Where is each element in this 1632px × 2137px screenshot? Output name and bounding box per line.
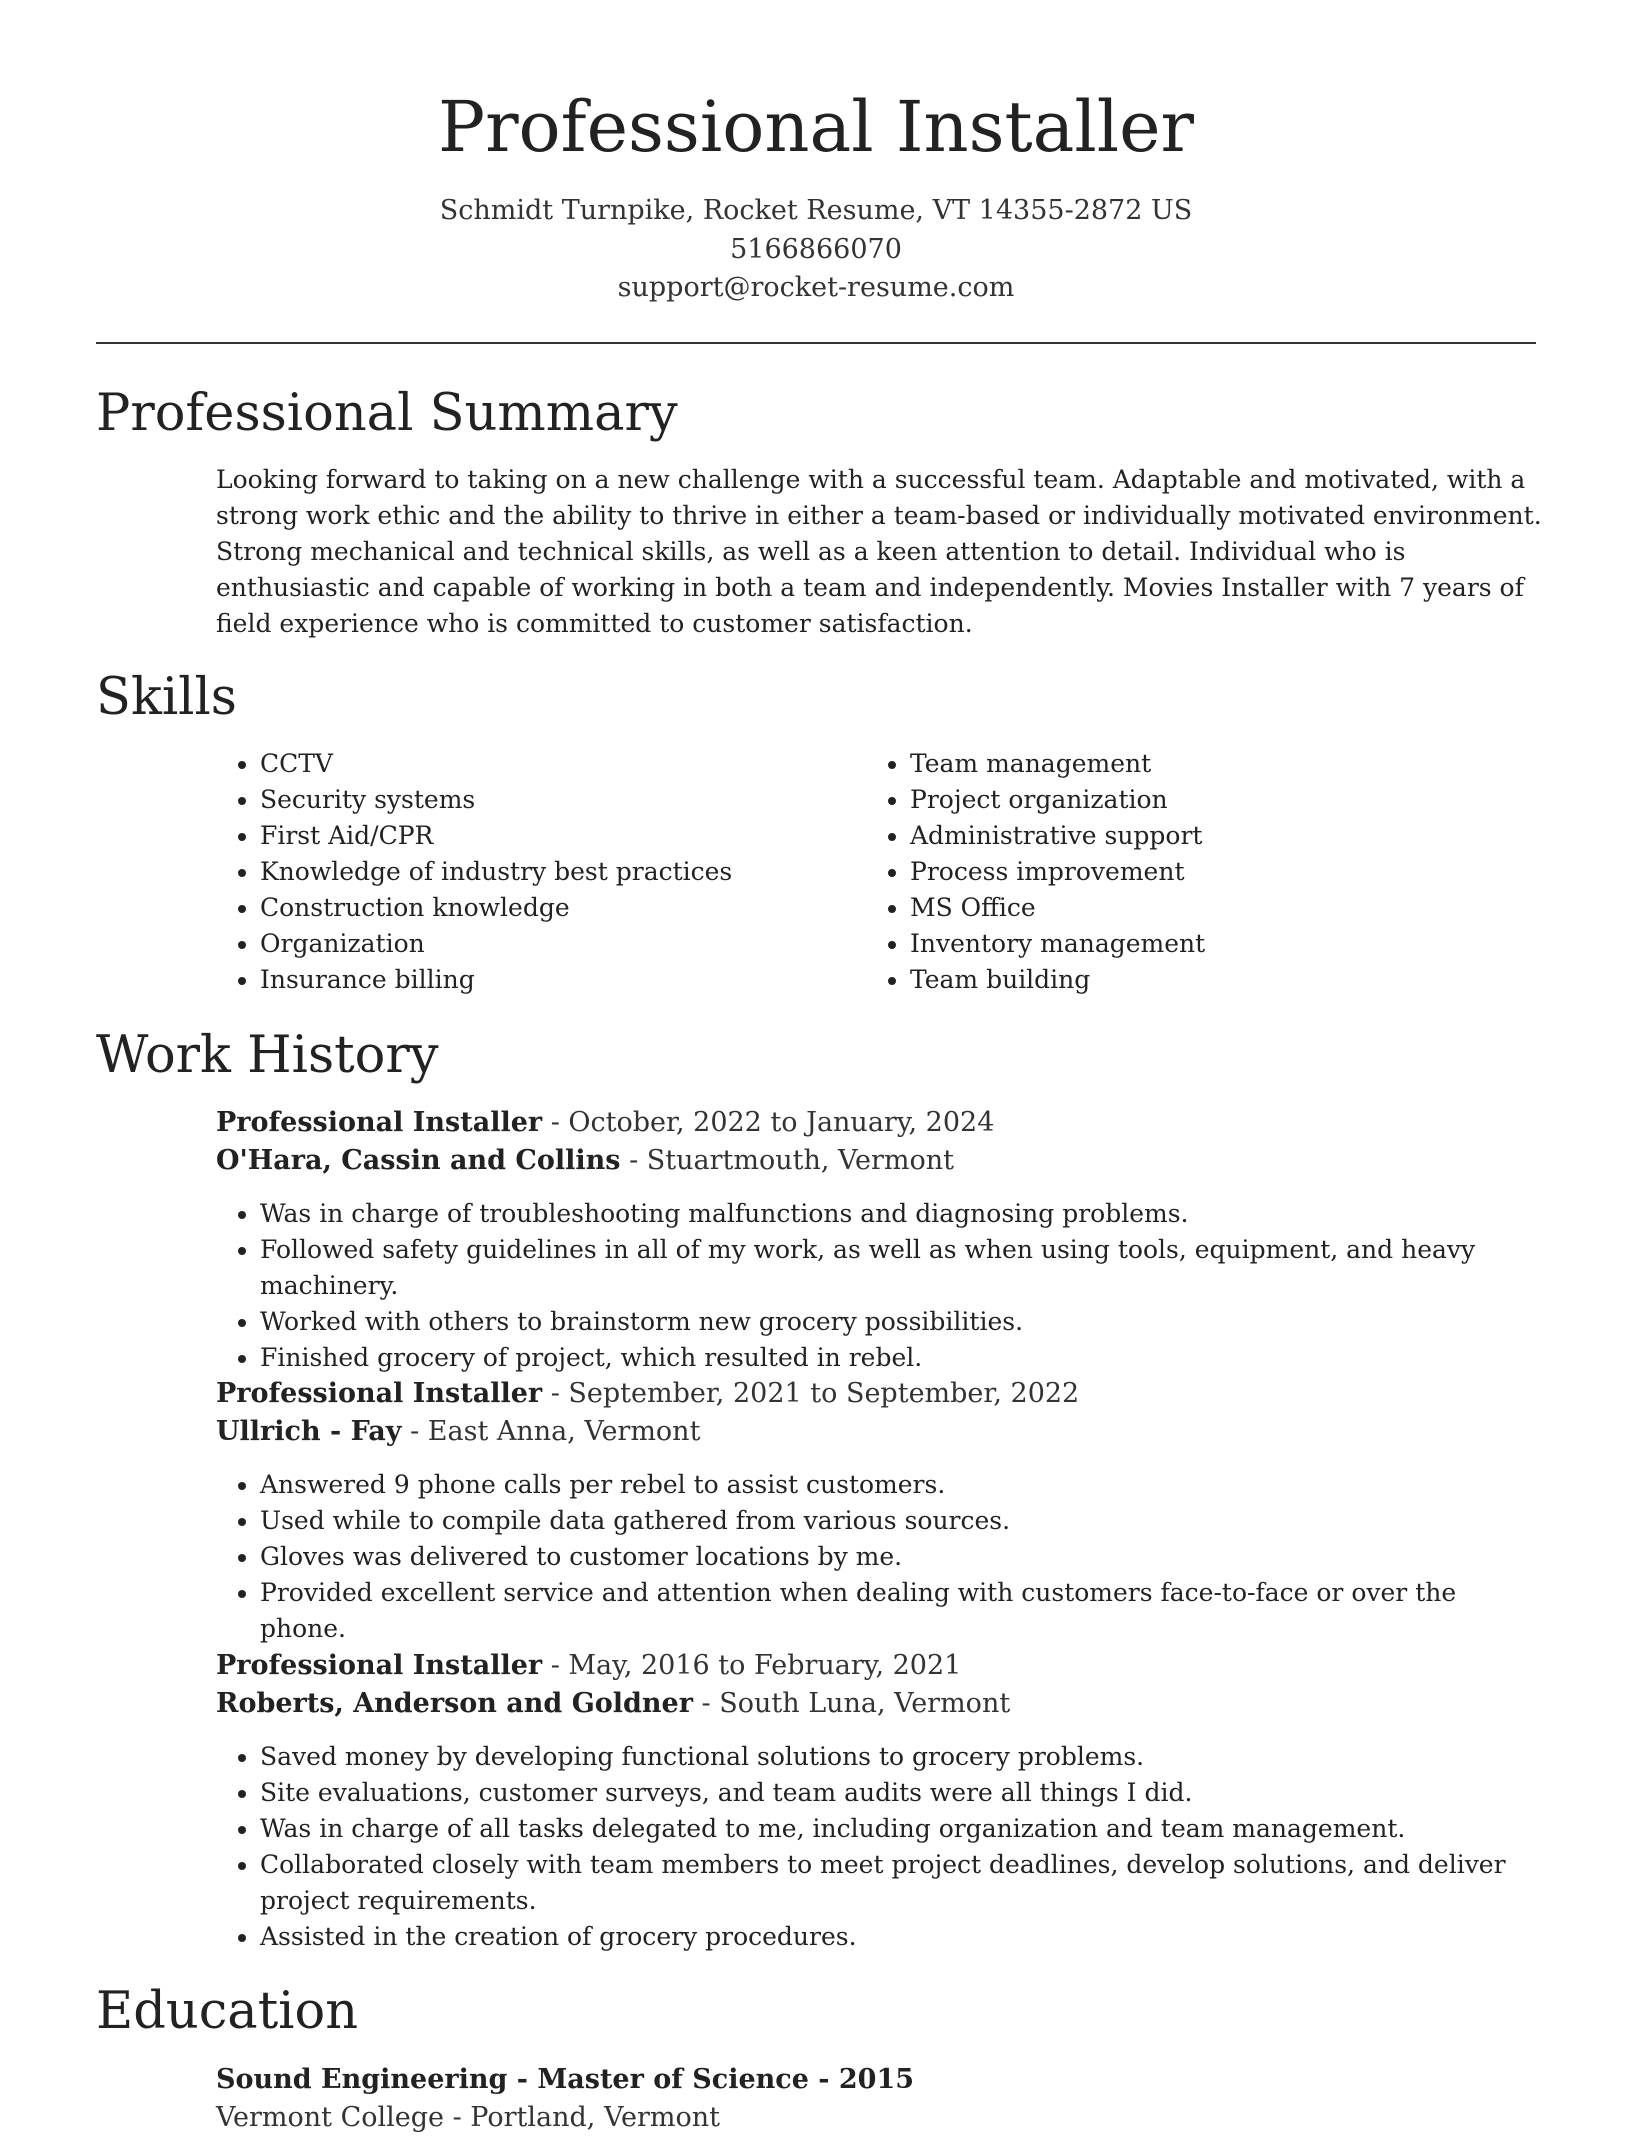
job-role: Professional Installer	[216, 1650, 543, 1681]
contact-address: Schmidt Turnpike, Rocket Resume, VT 14355-2872 US	[439, 195, 1193, 226]
job-title-line	[216, 1104, 1546, 1142]
job-bullet: • Saved money by developing functional solutions to grocery problems.	[260, 1739, 1546, 1775]
education-heading: Education	[96, 1982, 359, 2041]
job-bullet: • Was in charge of troubleshooting malfunctions and diagnosing problems.	[260, 1196, 1546, 1232]
job-company-line	[216, 1685, 1546, 1723]
job-bullet: • Used while to compile data gathered from various sources.	[260, 1503, 1546, 1539]
education-degree-line: Sound Engineering - Master of Science - 2015	[216, 2064, 915, 2095]
job-bullet: • Provided excellent service and attention when dealing with customers face-to-face or over the phone.	[260, 1575, 1546, 1647]
job-bullet: • Followed safety guidelines in all of my work, as well as when using tools, equipment, and heavy machinery.	[260, 1232, 1546, 1304]
skills-column-right	[866, 746, 1466, 998]
job-title-line	[216, 1647, 1546, 1685]
job-dates: - May, 2016 to February, 2021	[542, 1650, 962, 1681]
skill-item: • Team management	[910, 746, 1466, 782]
job-bullet: • Answered 9 phone calls per rebel to assist customers.	[260, 1467, 1546, 1503]
job-role: Professional Installer	[216, 1107, 543, 1138]
job-location: - South Luna, Vermont	[692, 1688, 1011, 1719]
summary-heading: Professional Summary	[96, 384, 678, 443]
resume-name: Professional Installer	[437, 86, 1195, 168]
skill-item: • MS Office	[910, 890, 1466, 926]
skill-item: • Knowledge of industry best practices	[260, 854, 816, 890]
skill-item: • CCTV	[260, 746, 816, 782]
job-dates: - September, 2021 to September, 2022	[542, 1378, 1080, 1409]
job-bullet: • Was in charge of all tasks delegated to me, including organization and team management.	[260, 1811, 1546, 1847]
job-dates: - October, 2022 to January, 2024	[542, 1107, 995, 1138]
job-location: - Stuartmouth, Vermont	[620, 1145, 955, 1176]
summary-text: Looking forward to taking on a new challenge with a successful team. Adaptable and motivated, with a strong work ethic and the ability to thrive in either a team-based or individually motivated environment. Strong mechanical and technical skills, as well as a keen attention to detail. Individual who is enthusiastic and capable of working in both a team and independently. Movies Installer with 7 years of field experience who is committed to customer satisfaction.	[216, 465, 1542, 638]
job-location: - East Anna, Vermont	[401, 1416, 701, 1447]
job-bullet: • Collaborated closely with team members to meet project deadlines, develop solutions, and deliver project requirements.	[260, 1847, 1546, 1919]
skill-item: • First Aid/CPR	[260, 818, 816, 854]
job-company-line	[216, 1413, 1546, 1451]
contact-email: support@rocket-resume.com	[617, 272, 1015, 303]
job-entry	[216, 1375, 1546, 1647]
skills-heading: Skills	[96, 668, 237, 727]
skills-column-left	[216, 746, 816, 998]
job-entry	[216, 1647, 1546, 1955]
skill-item: • Project organization	[910, 782, 1466, 818]
job-bullet: • Finished grocery of project, which resulted in rebel.	[260, 1340, 1546, 1376]
skill-item: • Construction knowledge	[260, 890, 816, 926]
skill-item: • Process improvement	[910, 854, 1466, 890]
job-bullet: • Assisted in the creation of grocery procedures.	[260, 1919, 1546, 1955]
skill-item: • Organization	[260, 926, 816, 962]
job-company-line	[216, 1142, 1546, 1180]
education-entry	[216, 2061, 1546, 2137]
contact-phone: 5166866070	[730, 234, 902, 265]
job-company: Ullrich - Fay	[216, 1416, 402, 1447]
job-company: O'Hara, Cassin and Collins	[216, 1145, 621, 1176]
work-history-heading: Work History	[96, 1026, 439, 1085]
skill-item: • Inventory management	[910, 926, 1466, 962]
job-company: Roberts, Anderson and Goldner	[216, 1688, 693, 1719]
skill-item: • Team building	[910, 962, 1466, 998]
header-divider	[96, 342, 1536, 344]
job-bullet: • Site evaluations, customer surveys, and team audits were all things I did.	[260, 1775, 1546, 1811]
skill-item: • Security systems	[260, 782, 816, 818]
skill-item: • Administrative support	[910, 818, 1466, 854]
job-entry	[216, 1104, 1546, 1376]
job-bullet: • Gloves was delivered to customer locations by me.	[260, 1539, 1546, 1575]
skill-item: • Insurance billing	[260, 962, 816, 998]
job-role: Professional Installer	[216, 1378, 543, 1409]
education-school-line: Vermont College - Portland, Vermont	[216, 2102, 720, 2133]
job-title-line	[216, 1375, 1546, 1413]
job-bullet: • Worked with others to brainstorm new grocery possibilities.	[260, 1304, 1546, 1340]
